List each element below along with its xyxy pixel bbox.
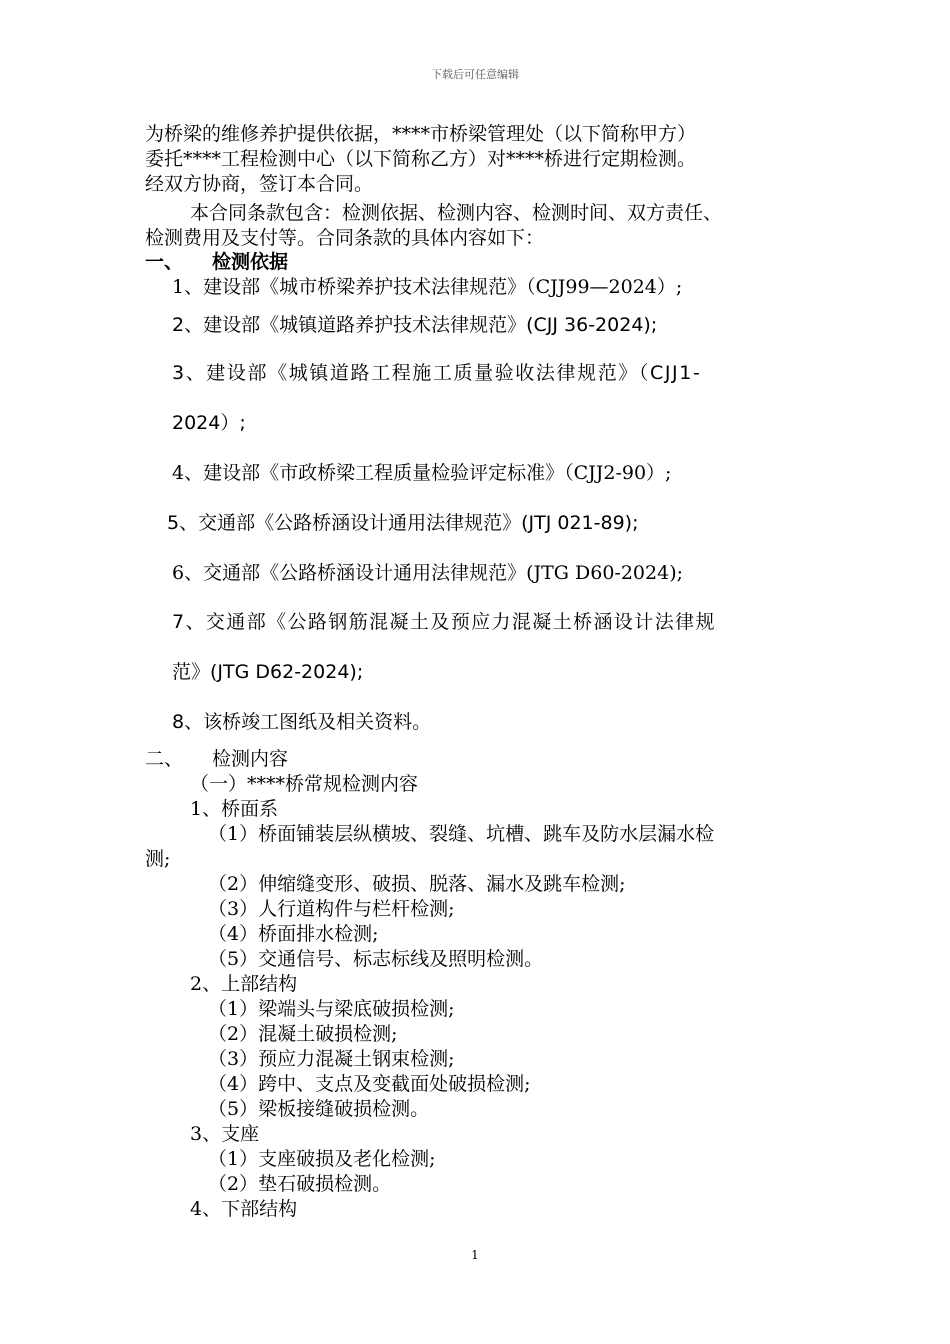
page-number: 1 xyxy=(471,1248,479,1262)
group-1-item-5: （5）交通信号、标志标线及照明检测。 xyxy=(208,948,544,970)
basis-item-3-line-1: 3、建设部《城镇道路工程施工质量验收法律规范》（CJJ1- xyxy=(172,362,702,384)
basis-item-1: 1、建设部《城市桥梁养护技术法律规范》（CJJ99—2024）; xyxy=(172,276,683,298)
group-2-title: 2、上部结构 xyxy=(190,973,298,995)
group-1-item-4: （4）桥面排水检测; xyxy=(208,923,379,945)
group-3-item-1: （1）支座破损及老化检测; xyxy=(208,1148,436,1170)
section-1-title: 检测依据 xyxy=(212,251,289,273)
group-1-item-1-line-2: 测; xyxy=(145,848,171,870)
section-1-number: 一、 xyxy=(145,251,184,273)
basis-item-4: 4、建设部《市政桥梁工程质量检验评定标准》（CJJ2-90）; xyxy=(172,462,672,484)
intro-line-4: 本合同条款包含：检测依据、检测内容、检测时间、双方责任、 xyxy=(190,202,723,224)
page-header: 下载后可任意编辑 xyxy=(431,68,519,81)
section-2-title: 检测内容 xyxy=(212,748,289,770)
basis-item-8: 8、该桥竣工图纸及相关资料。 xyxy=(172,711,432,733)
group-1-item-1-line-1: （1）桥面铺装层纵横坡、裂缝、坑槽、跳车及防水层漏水检 xyxy=(208,823,715,845)
group-4-title: 4、下部结构 xyxy=(190,1198,298,1220)
group-1-item-2: （2）伸缩缝变形、破损、脱落、漏水及跳车检测; xyxy=(208,873,626,895)
basis-item-7-line-2: 范》(JTG D62-2024); xyxy=(172,661,364,683)
intro-line-3: 经双方协商，签订本合同。 xyxy=(145,173,374,195)
section-2-number: 二、 xyxy=(145,748,184,770)
basis-item-6: 6、交通部《公路桥涵设计通用法律规范》(JTG D60-2024); xyxy=(172,562,684,584)
basis-item-2: 2、建设部《城镇道路养护技术法律规范》(CJJ 36-2024); xyxy=(172,314,658,336)
intro-line-1: 为桥梁的维修养护提供依据，****市桥梁管理处（以下简称甲方） xyxy=(145,123,697,145)
group-2-item-1: （1）梁端头与梁底破损检测; xyxy=(208,998,455,1020)
basis-item-7-line-1: 7、交通部《公路钢筋混凝土及预应力混凝土桥涵设计法律规 xyxy=(172,611,716,633)
basis-item-3-line-2: 2024）; xyxy=(172,412,246,434)
intro-line-5: 检测费用及支付等。合同条款的具体内容如下： xyxy=(145,227,545,249)
group-1-title: 1、桥面系 xyxy=(190,798,279,820)
subsection-1-title: （一）****桥常规检测内容 xyxy=(190,773,419,795)
group-2-item-2: （2）混凝土破损检测; xyxy=(208,1023,398,1045)
group-3-title: 3、支座 xyxy=(190,1123,260,1145)
intro-line-2: 委托****工程检测中心（以下简称乙方）对****桥进行定期检测。 xyxy=(145,148,697,170)
basis-item-5: 5、交通部《公路桥涵设计通用法律规范》(JTJ 021-89); xyxy=(167,512,639,534)
group-1-item-3: （3）人行道构件与栏杆检测; xyxy=(208,898,455,920)
group-2-item-4: （4）跨中、支点及变截面处破损检测; xyxy=(208,1073,531,1095)
group-3-item-2: （2）垫石破损检测。 xyxy=(208,1173,392,1195)
group-2-item-5: （5）梁板接缝破损检测。 xyxy=(208,1098,430,1120)
group-2-item-3: （3）预应力混凝土钢束检测; xyxy=(208,1048,455,1070)
